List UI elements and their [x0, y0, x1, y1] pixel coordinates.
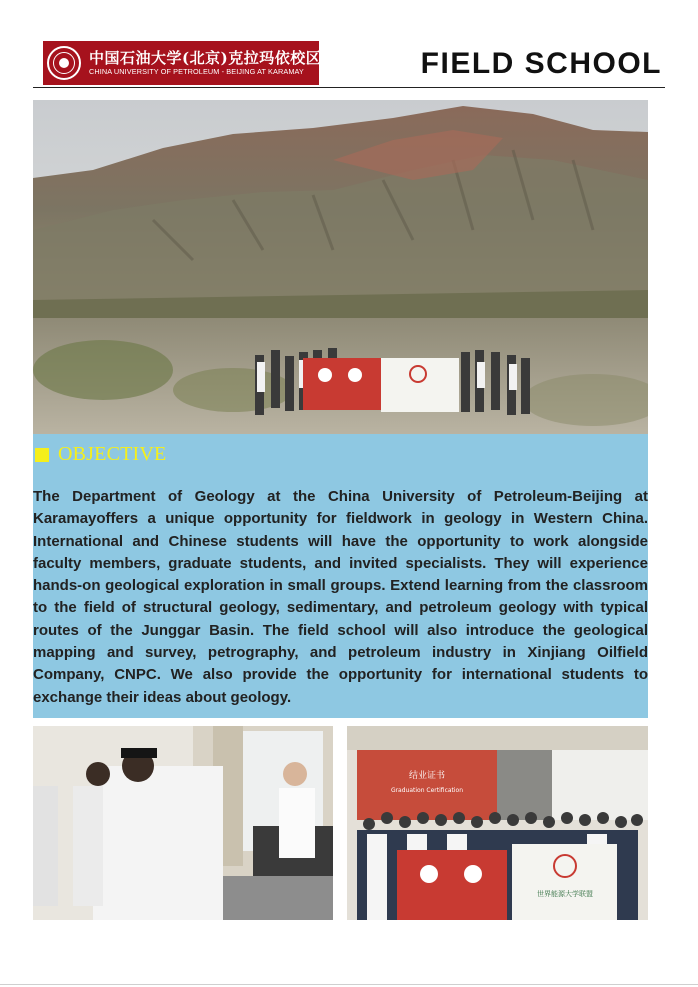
page-title: FIELD SCHOOL: [420, 47, 662, 80]
logo-chinese-name: 中国石油大学(北京)克拉玛依校区: [89, 49, 322, 67]
objective-title: OBJECTIVE: [58, 443, 167, 465]
objective-body: The Department of Geology at the China University of Petroleum-Beijing at Karamayoffers a unique opportunity for fieldwork in geology in Western China. International and Chinese students will have the opportunity to work alongside faculty members, graduate students, and invited specialists. They will experience hands-on geological exploration in small groups. Extend learning from the classroom to the field of structural geology, sedimentary, and petroleum geology with typical routes of the Junggar Basin. The field school will also introduce the geological mapping and survey, petrography, and petroleum industry in Xinjiang Oilfield Company, CNPC. We also provide the opportunity for international students to exchange their ideas about geology.: [33, 488, 648, 706]
university-logo: [43, 41, 322, 85]
objective-section: [33, 434, 648, 718]
logo-text: [89, 49, 321, 77]
certificate-screen-english: Graduation Certification: [390, 787, 464, 794]
white-banner-text: 世界能源大学联盟: [537, 890, 593, 898]
lab-photo: [33, 726, 333, 920]
header-divider: [33, 87, 665, 88]
certificate-screen-chinese: 结业证书: [408, 771, 446, 781]
graduation-ceremony-photo: [347, 726, 648, 920]
logo-english-name: CHINA UNIVERSITY OF PETROLEUM - BEIJING AT KARAMAY: [89, 67, 304, 76]
university-seal-icon: [47, 46, 81, 80]
page-bottom-rule: [0, 984, 698, 985]
objective-heading: [33, 443, 166, 466]
field-group-photo: [33, 100, 648, 434]
heading-bullet-icon: [35, 448, 49, 462]
